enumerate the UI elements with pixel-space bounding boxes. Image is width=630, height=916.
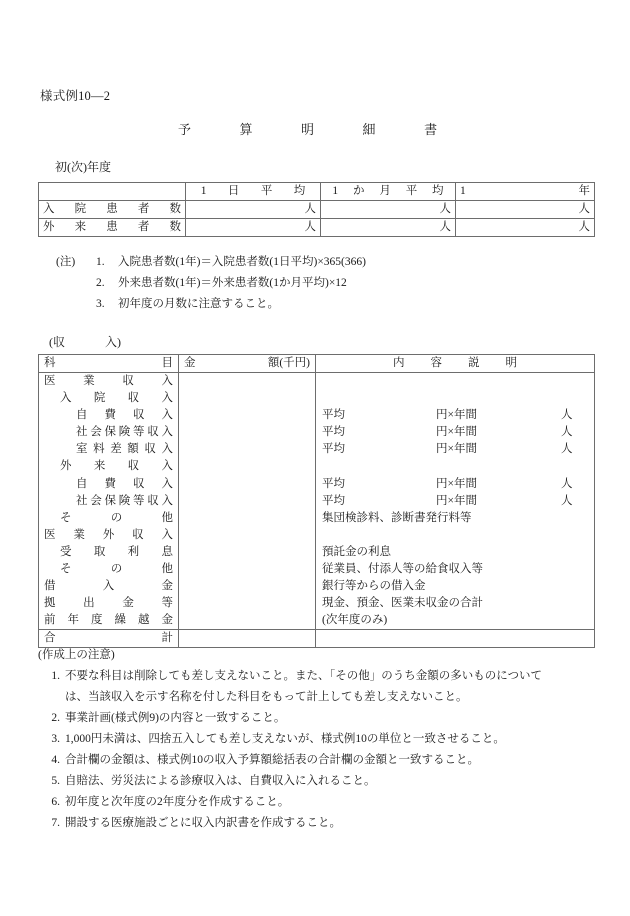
label-char: 自 <box>76 477 88 490</box>
label-char: 入 <box>161 494 173 507</box>
title-char-4: 細 <box>362 122 376 137</box>
note-number: 2. <box>96 277 105 289</box>
note-number: 1. <box>51 670 60 682</box>
label-char: 取 <box>93 545 106 558</box>
label-char: 出 <box>83 597 95 610</box>
income-amount-field[interactable] <box>179 595 315 612</box>
label-char: 社 <box>76 494 88 507</box>
income-item-row <box>39 612 178 629</box>
income-description-row <box>316 373 594 390</box>
fiscal-year-label: 初(次)年度 <box>55 160 111 174</box>
label-char: 院 <box>74 203 87 215</box>
note-item <box>38 708 608 729</box>
header-monthly-average <box>321 183 456 201</box>
yearly-h-1: 1 <box>460 185 466 197</box>
label-char: 繰 <box>114 614 126 627</box>
label-char: 他 <box>161 563 173 576</box>
income-description-row <box>316 458 594 475</box>
income-description-row <box>316 527 594 544</box>
label-char: 入 <box>102 580 115 593</box>
header-desc-part: 明 <box>505 357 517 369</box>
label-char: の <box>110 563 123 576</box>
income-item-label <box>39 441 178 458</box>
section-label-part: (収 <box>49 335 65 349</box>
header-desc-part: 容 <box>430 357 442 369</box>
label-char: 等 <box>133 494 145 507</box>
amount-column-cell[interactable] <box>179 373 316 630</box>
note-number: 2. <box>51 712 60 724</box>
label-char: 金 <box>122 597 134 610</box>
patient-count-table <box>38 182 595 237</box>
label-char: 者 <box>137 221 150 233</box>
income-amount-field[interactable] <box>179 407 315 424</box>
note-number: 1. <box>96 256 105 268</box>
inpatient-monthly-input[interactable]: 人 <box>321 201 456 219</box>
income-amount-field[interactable] <box>179 458 315 475</box>
monthly-h-3: 月 <box>379 185 391 197</box>
label-char: 収 <box>127 460 140 473</box>
header-description-column <box>316 355 595 373</box>
desc-yen-per-year-label: 円×年間 <box>436 477 477 490</box>
note-number: 6. <box>51 796 60 808</box>
income-amount-field[interactable] <box>179 441 315 458</box>
label-char: 収 <box>147 426 159 439</box>
daily-h-2: 日 <box>227 185 240 197</box>
note-tag-spacer <box>56 294 96 315</box>
desc-people-unit: 人 <box>561 477 573 490</box>
income-item-row <box>39 458 178 475</box>
desc-yen-per-year-label: 円×年間 <box>436 494 477 507</box>
label-char: 収 <box>144 443 156 456</box>
monthly-h-5: 均 <box>432 185 444 197</box>
label-char: 入 <box>60 392 72 405</box>
header-yearly <box>456 183 595 201</box>
yearly-h-2: 年 <box>578 185 590 197</box>
table-row <box>39 201 595 219</box>
label-char: 自 <box>76 409 88 422</box>
label-char: 受 <box>60 545 72 558</box>
income-amount-field[interactable] <box>179 544 315 561</box>
income-item-row <box>39 510 178 527</box>
income-description-row <box>316 561 594 578</box>
income-item-label <box>39 476 178 493</box>
label-char: 入 <box>161 460 173 473</box>
note-text-continued: は、当該収入を示す名称を付した科目をもって計上しても差し支えないこと。 <box>65 691 468 703</box>
note-text: 開設する医療施設ごとに収入内訳書を作成すること。 <box>65 817 341 829</box>
income-description-row <box>316 407 594 424</box>
income-description-row <box>316 612 594 629</box>
table-header-row <box>39 183 595 201</box>
outpatient-monthly-input[interactable]: 人 <box>321 219 456 237</box>
note-number: 5. <box>51 775 60 787</box>
desc-people-unit: 人 <box>561 443 573 456</box>
income-item-label <box>39 612 178 629</box>
desc-yen-per-year-label: 円×年間 <box>436 426 477 439</box>
income-description-row <box>316 390 594 407</box>
income-budget-table <box>38 354 595 648</box>
note-number: 4. <box>51 754 60 766</box>
header-amount-right: 額(千円) <box>267 357 310 369</box>
income-item-row <box>39 407 178 424</box>
label-char: 来 <box>74 221 87 233</box>
desc-average-label: 平均 <box>322 426 345 439</box>
monthly-h-2: か <box>353 185 365 197</box>
income-description-row <box>316 595 594 612</box>
income-item-label <box>39 407 178 424</box>
label-char: 室 <box>76 443 88 456</box>
income-amount-field[interactable] <box>179 612 315 629</box>
daily-h-3: 平 <box>260 185 273 197</box>
label-char: 費 <box>104 409 116 422</box>
desc-yen-per-year-label: 円×年間 <box>436 443 477 456</box>
income-item-row <box>39 527 178 544</box>
table-header-row <box>39 355 595 373</box>
desc-average-label: 平均 <box>322 443 345 456</box>
income-amount-field[interactable] <box>179 390 315 407</box>
label-char: 入 <box>161 426 173 439</box>
label-char: 収 <box>132 528 144 541</box>
income-item-label <box>39 510 178 527</box>
daily-h-4: 均 <box>293 185 306 197</box>
income-amount-field[interactable] <box>179 493 315 510</box>
title-char-5: 書 <box>424 122 438 137</box>
label-char: 険 <box>118 494 131 507</box>
inpatient-daily-input[interactable]: 人 <box>186 201 321 219</box>
label-char: 入 <box>161 375 173 387</box>
header-blank-cell <box>39 183 186 201</box>
income-amount-field[interactable] <box>179 561 315 578</box>
label-char: 業 <box>73 528 85 541</box>
note-item <box>38 729 608 750</box>
income-amount-field[interactable] <box>179 424 315 441</box>
note-item <box>38 792 608 813</box>
note-item <box>38 750 608 771</box>
income-description-row <box>316 424 594 441</box>
label-char: そ <box>60 511 72 524</box>
label-char: 収 <box>127 392 140 405</box>
desc-average-label: 平均 <box>322 409 345 422</box>
label-char: 外 <box>43 221 55 233</box>
note-tag-spacer <box>56 273 96 294</box>
note-text: 合計欄の金額は、様式例10の収入予算額総括表の合計欄の金額と一致すること。 <box>65 754 479 766</box>
label-char: 険 <box>118 426 131 439</box>
income-item-label <box>39 493 178 510</box>
label-char: の <box>110 511 123 524</box>
note-text: 初年度の月数に注意すること。 <box>118 298 279 310</box>
income-item-label <box>39 424 178 441</box>
label-char: 額 <box>127 443 139 456</box>
note-text: 1,000円未満は、四捨五入しても差し支えないが、様式例10の単位と一致させること。 <box>65 733 505 745</box>
table-row <box>39 219 595 237</box>
income-description-row <box>316 493 594 510</box>
desc-text: 集団検診料、診断書発行料等 <box>322 511 472 524</box>
monthly-h-4: 平 <box>405 185 418 197</box>
header-amount-column <box>179 355 316 373</box>
label-char: 医 <box>44 528 56 541</box>
label-char: 入 <box>161 528 173 541</box>
desc-text: (次年度のみ) <box>322 614 388 627</box>
label-char: 費 <box>104 477 116 490</box>
label-char: 医 <box>44 375 56 387</box>
desc-people-unit: 人 <box>561 409 573 422</box>
label-char: 会 <box>90 494 102 507</box>
label-char: 入 <box>43 203 55 215</box>
note-tag: (注) <box>56 256 76 268</box>
income-item-row <box>39 578 178 595</box>
income-item-row <box>39 544 178 561</box>
income-amount-field[interactable] <box>179 510 315 527</box>
income-item-label <box>39 561 178 578</box>
label-char: 保 <box>104 494 116 507</box>
header-item-left: 科 <box>44 357 56 369</box>
income-item-label <box>39 595 178 612</box>
note-text: 不要な科目は削除しても差し支えないこと。また、「その他」のうち金額の多いものについて <box>65 670 543 682</box>
form-code: 様式例10—2 <box>40 89 111 103</box>
label-char: 度 <box>91 614 103 627</box>
income-amount-field[interactable] <box>179 527 315 544</box>
label-char: 拠 <box>44 597 56 610</box>
row-label-outpatient <box>39 219 186 237</box>
label-char: 収 <box>147 494 159 507</box>
income-description-row <box>316 476 594 493</box>
label-char: 数 <box>169 203 181 215</box>
label-char: 数 <box>169 221 181 233</box>
note-text: 入院患者数(1年)＝入院患者数(1日平均)×365(366) <box>118 256 366 268</box>
monthly-h-1: 1 <box>332 185 339 197</box>
header-amount-left: 金 <box>184 357 196 369</box>
income-item-row <box>39 595 178 612</box>
label-char: 等 <box>133 426 145 439</box>
item-column-cell <box>39 373 179 630</box>
label-char: 収 <box>133 409 145 422</box>
label-char: 等 <box>161 597 173 610</box>
note-text: 自賠法、労災法による診療収入は、自費収入に入れること。 <box>65 775 376 787</box>
page-title <box>178 119 437 138</box>
label-char: 金 <box>161 580 173 593</box>
header-item-right: 目 <box>161 357 173 369</box>
note-item <box>56 273 366 294</box>
label-char: 金 <box>161 614 173 627</box>
header-desc-part: 内 <box>393 357 405 369</box>
income-item-label <box>39 458 178 475</box>
income-item-label <box>39 390 178 407</box>
note-item <box>38 771 608 792</box>
desc-text: 従業員、付添人等の給食収入等 <box>322 563 483 576</box>
desc-average-label: 平均 <box>322 494 345 507</box>
label-char: 息 <box>161 545 173 558</box>
outpatient-daily-input[interactable]: 人 <box>186 219 321 237</box>
table-body-row <box>39 373 595 630</box>
label-char: 入 <box>161 477 173 490</box>
title-char-3: 明 <box>301 122 315 137</box>
income-item-label <box>39 373 178 390</box>
title-char-1: 予 <box>178 122 192 137</box>
label-char: 外 <box>60 460 72 473</box>
income-item-row <box>39 561 178 578</box>
label-char: 入 <box>161 409 173 422</box>
label-char: 外 <box>102 528 115 541</box>
label-char: 利 <box>127 545 140 558</box>
outpatient-yearly-input[interactable]: 人 <box>456 219 595 237</box>
label-char: 収 <box>122 375 134 387</box>
label-char: 他 <box>161 511 173 524</box>
label-char: 会 <box>90 426 102 439</box>
label-char: 差 <box>110 443 122 456</box>
label-char: 者 <box>137 203 150 215</box>
label-char: 来 <box>93 460 106 473</box>
description-column-cell <box>316 373 595 630</box>
income-amount-field[interactable] <box>179 373 315 390</box>
label-char: 収 <box>133 477 145 490</box>
label-char: 保 <box>104 426 116 439</box>
desc-text: 銀行等からの借入金 <box>322 580 426 593</box>
label-char: 借 <box>44 580 56 593</box>
income-item-row <box>39 493 178 510</box>
income-amount-field[interactable] <box>179 578 315 595</box>
desc-text: 現金、預金、医業未収金の合計 <box>322 597 483 610</box>
header-daily-average <box>186 183 321 201</box>
income-amount-field[interactable] <box>179 476 315 493</box>
income-item-label <box>39 578 178 595</box>
label-char: 年 <box>67 614 79 627</box>
label-char: 料 <box>93 443 105 456</box>
total-label-left: 合 <box>44 632 56 645</box>
label-char: 業 <box>83 375 95 387</box>
income-description-row <box>316 578 594 595</box>
desc-people-unit: 人 <box>561 426 573 439</box>
income-item-row <box>39 390 178 407</box>
label-char: 前 <box>44 614 56 627</box>
income-description-row <box>316 510 594 527</box>
desc-yen-per-year-label: 円×年間 <box>436 409 477 422</box>
section-label-part: 入) <box>105 335 121 349</box>
income-description-row <box>316 441 594 458</box>
label-char: そ <box>60 563 72 576</box>
label-char: 入 <box>161 392 173 405</box>
note-item <box>56 252 366 273</box>
desc-people-unit: 人 <box>561 494 573 507</box>
note-number: 3. <box>96 298 105 310</box>
income-item-row <box>39 441 178 458</box>
income-item-label <box>39 544 178 561</box>
label-char: 越 <box>138 614 150 627</box>
income-item-row <box>39 476 178 493</box>
desc-average-label: 平均 <box>322 477 345 490</box>
note-item <box>38 666 608 687</box>
desc-text: 預託金の利息 <box>322 545 391 558</box>
note-item <box>38 813 608 834</box>
daily-h-1: 1 <box>200 185 207 197</box>
header-item-column <box>39 355 179 373</box>
income-item-row <box>39 373 178 390</box>
inpatient-yearly-input[interactable]: 人 <box>456 201 595 219</box>
header-desc-part: 説 <box>468 357 480 369</box>
note-text: 事業計画(様式例9)の内容と一致すること。 <box>65 712 286 724</box>
note-text: 初年度と次年度の2年度分を作成すること。 <box>65 796 290 808</box>
total-label-right: 計 <box>161 632 173 645</box>
notes-top <box>56 252 366 315</box>
title-char-2: 算 <box>239 122 253 137</box>
income-description-row <box>316 544 594 561</box>
row-label-inpatient <box>39 201 186 219</box>
note-text: 外来患者数(1年)＝外来患者数(1か月平均)×12 <box>118 277 347 289</box>
income-item-row <box>39 424 178 441</box>
notes-bottom <box>38 645 608 834</box>
label-char: 患 <box>106 221 118 233</box>
income-section-label <box>49 333 121 350</box>
note-number: 7. <box>51 817 60 829</box>
label-char: 院 <box>93 392 106 405</box>
note-number: 3. <box>51 733 60 745</box>
label-char: 社 <box>76 426 88 439</box>
label-char: 入 <box>161 443 173 456</box>
note-item <box>56 294 366 315</box>
notes-bottom-heading: (作成上の注意) <box>38 649 115 661</box>
label-char: 患 <box>106 203 118 215</box>
income-item-label <box>39 527 178 544</box>
